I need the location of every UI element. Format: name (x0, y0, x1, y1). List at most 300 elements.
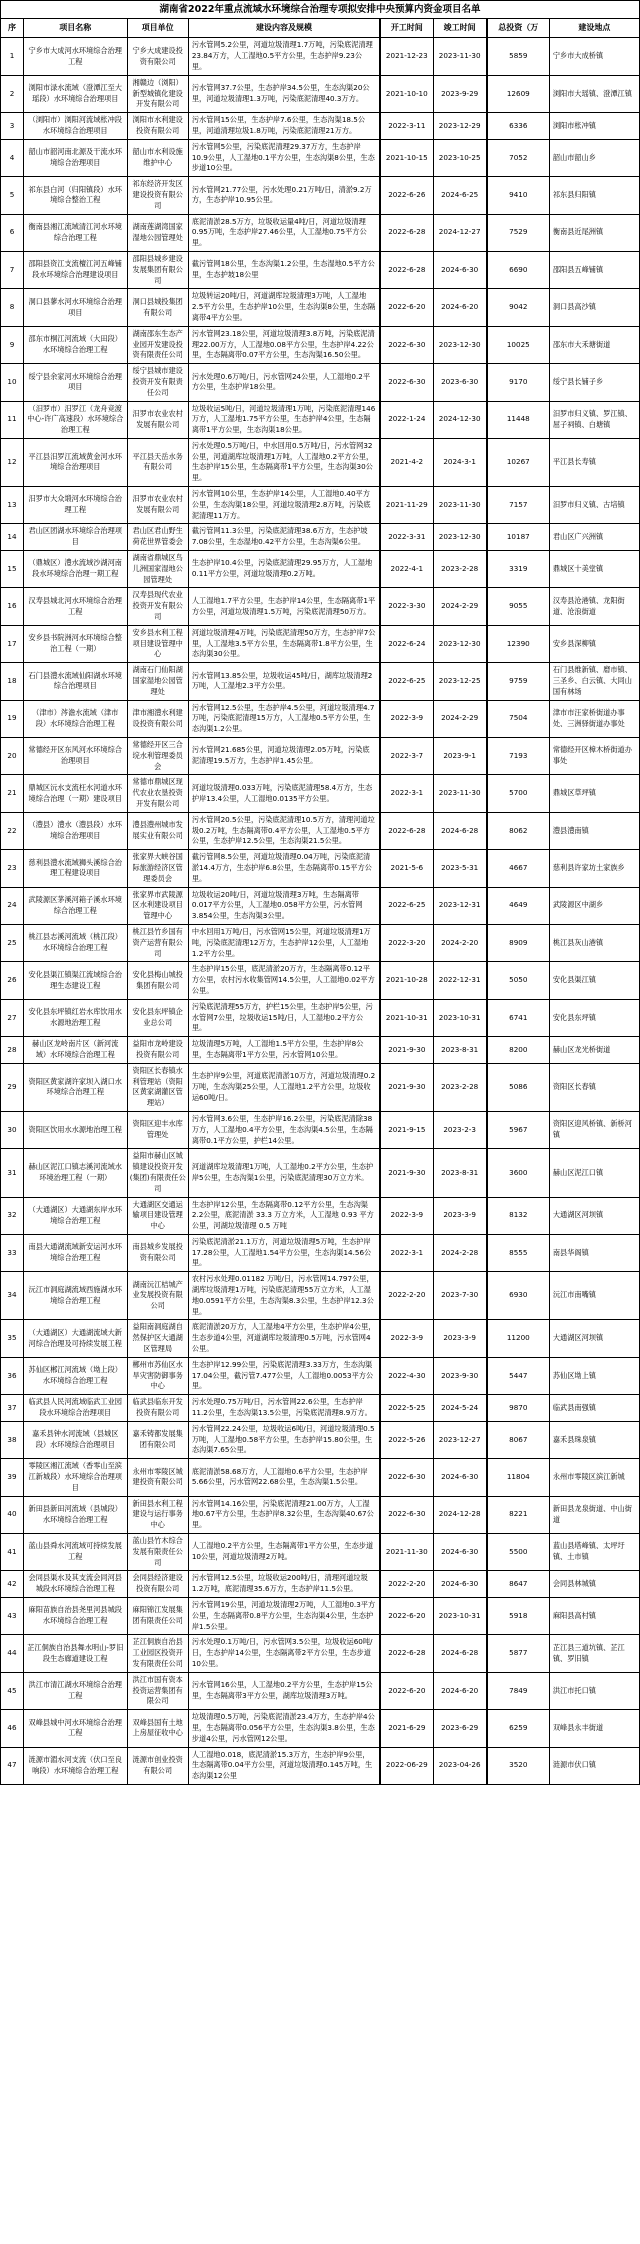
table-row (1, 1149, 640, 1197)
cell-start: 2022-5-26 (380, 1421, 433, 1458)
cell-invest: 7157 (487, 487, 550, 524)
cell-name: 鼎城区沅水支流枉水河道水环境综合治理（一期）建设项目 (24, 775, 128, 812)
cell-name: 资阳区饮用水水源地治理工程 (24, 1111, 128, 1148)
cell-start: 2021-9-30 (380, 1063, 433, 1111)
table-row (1, 1421, 640, 1458)
cell-invest: 3520 (487, 1747, 550, 1784)
cell-unit: 麻阳锦江发展集团有限责任公司 (127, 1598, 188, 1635)
cell-unit: 涟源市创业投资有限公司 (127, 1747, 188, 1784)
cell-end: 2023-8-31 (433, 1037, 487, 1064)
table-row (1, 999, 640, 1036)
cell-unit: 浏阳市水利建设投资有限公司 (127, 113, 188, 140)
cell-invest: 8062 (487, 812, 550, 849)
cell-loc: 麻阳县高村镇 (549, 1598, 639, 1635)
cell-start: 2022-3-9 (380, 1197, 433, 1234)
cell-content: 人工湿地0.018，底泥清淤15.3万方，生态护岸9公里，生态隔离带0.04平方公里，河道垃圾清理0.145万吨，生态沟渠12公里 (188, 1747, 380, 1784)
cell-end: 2024-6-28 (433, 812, 487, 849)
cell-content: 污水处理0.75万吨/日，污水管网22.6公里，生态护岸11.2公里，生态沟渠13.5公里，污染底泥清理8.9万方。 (188, 1395, 380, 1422)
cell-end: 2023-3-9 (433, 1320, 487, 1357)
cell-invest: 5859 (487, 38, 550, 75)
column-header-name: 项目名称 (24, 19, 128, 38)
table-row (1, 487, 640, 524)
cell-end: 2024-2-29 (433, 588, 487, 625)
cell-name: 嘉禾县钟水河流域（县城区段）水环境综合治理项目 (24, 1421, 128, 1458)
cell-unit: 津市湘澧水利建设投资有限公司 (127, 700, 188, 737)
cell-name: 洪江市清江湖水环境综合治理工程 (24, 1672, 128, 1709)
table-row (1, 1357, 640, 1394)
cell-end: 2023-10-31 (433, 999, 487, 1036)
cell-start: 2022-6-30 (380, 364, 433, 401)
column-header-loc: 建设地点 (549, 19, 639, 38)
table-row (1, 775, 640, 812)
cell-no: 23 (1, 850, 24, 887)
cell-invest: 8221 (487, 1496, 550, 1533)
cell-unit: 绥宁县城市建设投资开发有限责任公司 (127, 364, 188, 401)
cell-no: 7 (1, 251, 24, 288)
cell-invest: 9870 (487, 1395, 550, 1422)
cell-name: 安化县东坪镇红岩水库饮用水水源地治理工程 (24, 999, 128, 1036)
cell-invest: 5700 (487, 775, 550, 812)
cell-start: 2021-11-29 (380, 487, 433, 524)
cell-no: 40 (1, 1496, 24, 1533)
cell-no: 18 (1, 663, 24, 700)
cell-content: 污染底泥清淤21.1万方，河道垃圾清理5万吨，生态护岸17.28公里，人工湿地1.54平方公里，生态沟渠14.56公里。 (188, 1234, 380, 1271)
cell-start: 2021-5-6 (380, 850, 433, 887)
cell-start: 2022-6-25 (380, 887, 433, 924)
cell-no: 30 (1, 1111, 24, 1148)
column-header-content: 建设内容及规模 (188, 19, 380, 38)
cell-unit: 芷江侗族自治县工业园区投资开发有限责任公司 (127, 1635, 188, 1672)
cell-content: 垃圾收运5吨/日，河道垃圾清理1万吨，污染底泥清理146万方，人工湿地1.75平方公里，生态护岸4公里，生态隔离带1平方公里，生态沟渠18公里。 (188, 401, 380, 438)
cell-name: （鼎城区）澧水流域沙湖河南段水环境综合治理一期工程 (24, 551, 128, 588)
cell-loc: 绥宁县长铺子乡 (549, 364, 639, 401)
cell-loc: 桃江县灰山港镇 (549, 924, 639, 961)
cell-end: 2023-7-30 (433, 1272, 487, 1320)
table-row (1, 1534, 640, 1571)
table-row (1, 1459, 640, 1496)
cell-content: 垃圾清理5万吨，人工湿地1.5平方公里，生态护岸8公里，生态隔离带1平方公里，污水管网10公里。 (188, 1037, 380, 1064)
column-header-unit: 项目单位 (127, 19, 188, 38)
cell-start: 2022-4-30 (380, 1357, 433, 1394)
cell-name: 君山区团湖水环境综合治理项目 (24, 524, 128, 551)
cell-start: 2021-9-15 (380, 1111, 433, 1148)
cell-content: 污水管网10公里，生态护岸14公里，人工湿地0.40平方公里，生态沟渠18公里，河道垃圾清理2.8万吨，污染底泥清理11万方。 (188, 487, 380, 524)
cell-start: 2021-11-30 (380, 1534, 433, 1571)
cell-name: （津市）涔澹水流域（津市段）水环境综合治理工程 (24, 700, 128, 737)
cell-end: 2024-6-30 (433, 1459, 487, 1496)
cell-invest: 11448 (487, 401, 550, 438)
table-row (1, 113, 640, 140)
cell-unit: 洞口县城投集团有限公司 (127, 289, 188, 326)
cell-end: 2023-12-30 (433, 625, 487, 662)
cell-no: 37 (1, 1395, 24, 1422)
cell-unit: 益阳南洞庭湖自然保护区大通湖区管理局 (127, 1320, 188, 1357)
cell-unit: 蓝山县竹木综合发展有限责任公司 (127, 1534, 188, 1571)
cell-no: 28 (1, 1037, 24, 1064)
table-row (1, 1320, 640, 1357)
cell-start: 2022-6-26 (380, 177, 433, 214)
cell-end: 2024-6-25 (433, 177, 487, 214)
table-row (1, 551, 640, 588)
cell-no: 8 (1, 289, 24, 326)
cell-end: 2024-5-24 (433, 1395, 487, 1422)
cell-invest: 6259 (487, 1710, 550, 1747)
cell-start: 2022-06-29 (380, 1747, 433, 1784)
cell-loc: 安乡县深柳镇 (549, 625, 639, 662)
cell-name: 汨罗市大众塅河水环境综合治理工程 (24, 487, 128, 524)
cell-name: 绥宁县余家河水环境综合治理项目 (24, 364, 128, 401)
cell-content: 污水管网20.5公里，污染底泥清理10.5万方，清理河道垃圾0.2万吨，生态隔离带0.4平方公里，人工湿地0.5平方公里，生态护岸12.5公里，生态沟渠21.5公里。 (188, 812, 380, 849)
table-row (1, 588, 640, 625)
table-row (1, 251, 640, 288)
table-row (1, 625, 640, 662)
page-title: 湖南省2022年重点流域水环境综合治理专项拟安排中央预算内资金项目名单 (1, 1, 640, 19)
cell-loc: 平江县长寿镇 (549, 438, 639, 486)
cell-unit: 益阳市龙岭建设投资有限公司 (127, 1037, 188, 1064)
cell-loc: 蓝山县塔峰镇、太坪圩镇、土市镇 (549, 1534, 639, 1571)
cell-loc: 浏阳市枨冲镇 (549, 113, 639, 140)
cell-unit: 安化县梅山城投集团有限公司 (127, 962, 188, 999)
cell-invest: 6930 (487, 1272, 550, 1320)
cell-unit: 宁乡大成建设投资有限公司 (127, 38, 188, 75)
cell-content: 污水管网21.685公里，河道垃圾清理2.05万吨，污染底泥清理19.5万方，生态护岸1.45公里。 (188, 738, 380, 775)
cell-invest: 5967 (487, 1111, 550, 1148)
table-row (1, 812, 640, 849)
cell-name: 芷江侗族自治县舞水明山-罗旧段生态廊道建设工程 (24, 1635, 128, 1672)
cell-start: 2022-4-1 (380, 551, 433, 588)
table-row (1, 438, 640, 486)
cell-start: 2021-12-23 (380, 38, 433, 75)
cell-start: 2022-3-1 (380, 775, 433, 812)
cell-invest: 12390 (487, 625, 550, 662)
cell-no: 22 (1, 812, 24, 849)
cell-start: 2021-10-31 (380, 999, 433, 1036)
cell-content: 人工湿地1.7平方公里，生态护岸14公里，生态隔离带1平方公里，河道垃圾清理1.5万吨，污染底泥清理50万方。 (188, 588, 380, 625)
cell-content: 生态护岸12公里，生态隔离带0.12平方公里，生态沟渠2.2公里，底泥清淤 33.3 万立方米，人工湿地 0.93 平方公里，河湖垃圾清理 0.5 万吨 (188, 1197, 380, 1234)
cell-name: （澧县）澧水（澧县段）水环境综合治理项目 (24, 812, 128, 849)
table-row (1, 962, 640, 999)
cell-start: 2021-10-15 (380, 139, 433, 176)
cell-unit: 会同县经济建设投资有限公司 (127, 1571, 188, 1598)
cell-unit: 常德市鼎城区现代农业农垦投资开发有限公司 (127, 775, 188, 812)
cell-no: 32 (1, 1197, 24, 1234)
cell-content: 河道垃圾清理0.033万吨，污染底泥清理58.4万方，生态护岸13.4公里，人工湿地0.0135平方公里。 (188, 775, 380, 812)
cell-unit: 常德经开区三合垸水利管理委员会 (127, 738, 188, 775)
cell-end: 2024-6-28 (433, 1635, 487, 1672)
cell-loc: 浏阳市大瑶镇、澄潭江镇 (549, 75, 639, 112)
table-row (1, 214, 640, 251)
cell-content: 污水处理0.1万吨/日，污水管网3.5公里，垃圾收运60吨/日，生态护岸14公里，生态隔离带2平方公里，生态步道10公里。 (188, 1635, 380, 1672)
cell-unit: 湖南莲湖湾国家湿地公园管理处 (127, 214, 188, 251)
column-header-start: 开工时间 (380, 19, 433, 38)
cell-start: 2022-3-30 (380, 588, 433, 625)
cell-name: 安化县渠江镇渠江流域综合治理生态建设工程 (24, 962, 128, 999)
cell-content: 污水处理0.5万吨/日，中水回用0.5万吨/日，污水管网32公里，河道湖库垃圾清理1万吨，人工湿地0.2平方公里，生态护岸15公里，生态隔离带1平方公里，生态沟渠30公里。 (188, 438, 380, 486)
cell-unit: 汉寿县现代农业投资开发有限公司 (127, 588, 188, 625)
table-row (1, 177, 640, 214)
cell-end: 2023-12-27 (433, 1421, 487, 1458)
cell-content: 污水管网21.77公里，污水处理0.21万吨/日，清淤9.2万方，生态护岸10.95公里。 (188, 177, 380, 214)
table-row (1, 1496, 640, 1533)
table-row (1, 1598, 640, 1635)
table-row (1, 1063, 640, 1111)
cell-no: 2 (1, 75, 24, 112)
cell-unit: 郴州市苏仙区水旱灾害防御事务中心 (127, 1357, 188, 1394)
cell-invest: 9170 (487, 364, 550, 401)
cell-end: 2023-3-9 (433, 1197, 487, 1234)
cell-start: 2022-6-30 (380, 326, 433, 363)
cell-no: 14 (1, 524, 24, 551)
cell-start: 2022-6-28 (380, 1635, 433, 1672)
table-row (1, 700, 640, 737)
cell-no: 11 (1, 401, 24, 438)
cell-loc: 汨罗市归义镇、古培镇 (549, 487, 639, 524)
cell-unit: 君山区君山野生荷花世界管委会 (127, 524, 188, 551)
cell-unit: 资阳区长春镇水利管理站（资阳区黄家湖灌区管理站） (127, 1063, 188, 1111)
cell-invest: 5086 (487, 1063, 550, 1111)
cell-no: 4 (1, 139, 24, 176)
cell-content: 底泥清淤28.5万方，垃圾收运量4吨/日，河道垃圾清理0.95万吨，生态护岸27.46公里，人工湿地0.75平方公里。 (188, 214, 380, 251)
cell-invest: 7504 (487, 700, 550, 737)
cell-content: 污水管网37.7公里，生态护岸34.5公里，生态沟渠20公里，河道垃圾清理1.3万吨，污染底泥清理40.3万方。 (188, 75, 380, 112)
cell-loc: 涟源市伏口镇 (549, 1747, 639, 1784)
cell-name: （汨罗市）汨罗江（龙舟竞渡中心-许广高速段）水环境综合治理工程 (24, 401, 128, 438)
cell-loc: 常德经开区樟木桥街道办事处 (549, 738, 639, 775)
table-row (1, 1234, 640, 1271)
cell-name: 赫山区龙岭南片区（新河流域）水环境综合治理工程 (24, 1037, 128, 1064)
cell-unit: 临武县临东开发投资有限公司 (127, 1395, 188, 1422)
cell-content: 生态护岸9公里，河道底泥清淤10万方，河道垃圾清理0.2万吨，生态沟渠25公里，人工湿地1.2平方公里，垃圾收运60吨/日。 (188, 1063, 380, 1111)
cell-invest: 5918 (487, 1598, 550, 1635)
cell-unit: 永州市零陵区城建投资有限公司 (127, 1459, 188, 1496)
cell-invest: 11200 (487, 1320, 550, 1357)
cell-no: 26 (1, 962, 24, 999)
cell-end: 2023-11-30 (433, 38, 487, 75)
cell-invest: 9055 (487, 588, 550, 625)
cell-end: 2023-9-1 (433, 738, 487, 775)
cell-end: 2024-6-30 (433, 251, 487, 288)
cell-no: 45 (1, 1672, 24, 1709)
cell-start: 2021-9-30 (380, 1149, 433, 1197)
cell-no: 15 (1, 551, 24, 588)
cell-end: 2023-9-30 (433, 1357, 487, 1394)
cell-unit: 双峰县国有土地上房屋征收中心 (127, 1710, 188, 1747)
cell-no: 41 (1, 1534, 24, 1571)
cell-unit: 洪江市国有资本投资运营集团有限公司 (127, 1672, 188, 1709)
cell-content: 农村污水处理0.01182 万吨/日，污水管网14.797公里，湖库垃圾清理1万吨，污染底泥清理55万立方米，人工湿地0.0591平方公里，生态沟渠8.3公里，生态护岸12.3公里。 (188, 1272, 380, 1320)
cell-start: 2021-9-30 (380, 1037, 433, 1064)
cell-loc: 安化县东坪镇 (549, 999, 639, 1036)
cell-content: 生态护岸12.99公里，污染底泥清理3.33万方，生态沟渠17.04公里，截污管7.477公里，人工湿地0.0053平方公里。 (188, 1357, 380, 1394)
cell-no: 9 (1, 326, 24, 363)
cell-invest: 10025 (487, 326, 550, 363)
cell-no: 10 (1, 364, 24, 401)
cell-loc: 汨罗市归义镇、罗江镇、屈子祠镇、白塘镇 (549, 401, 639, 438)
cell-loc: 芷江县三道坑镇、芷江镇、罗旧镇 (549, 1635, 639, 1672)
cell-unit: 祁东经济开发区建设投资有限公司 (127, 177, 188, 214)
table-row (1, 1395, 640, 1422)
cell-content: 污水管网22.24公里，垃圾收运6吨/日，河道垃圾清理0.5万吨，人工湿地0.58平方公里，生态护岸15.80公里，生态沟渠7.65公里。 (188, 1421, 380, 1458)
cell-end: 2023-2-3 (433, 1111, 487, 1148)
cell-no: 13 (1, 487, 24, 524)
cell-unit: 安化县东坪镇企业总公司 (127, 999, 188, 1036)
cell-loc: 苏仙区坳上镇 (549, 1357, 639, 1394)
cell-loc: 大通湖区河坝镇 (549, 1197, 639, 1234)
cell-loc: 安化县渠江镇 (549, 962, 639, 999)
cell-unit: 大通湖区交通运输项目建设管理中心 (127, 1197, 188, 1234)
cell-no: 27 (1, 999, 24, 1036)
cell-loc: 洞口县高沙镇 (549, 289, 639, 326)
cell-name: （大通湖区）大通湖流域大新河综合治理及可持续发展工程 (24, 1320, 128, 1357)
cell-start: 2022-6-20 (380, 1598, 433, 1635)
cell-loc: 君山区广兴洲镇 (549, 524, 639, 551)
cell-content: 污水管网12.5公里，生态护岸4.5公里，河道垃圾清理4.7万吨，污染底泥清理15万方，人工湿地0.5平方公里，生态沟渠1.2公里。 (188, 700, 380, 737)
table-row (1, 663, 640, 700)
table-row (1, 1111, 640, 1148)
cell-name: 慈利县澧水流域狮头溪综合治理工程建设项目 (24, 850, 128, 887)
cell-name: 蓝山县舜水河流域可持续发展工程 (24, 1534, 128, 1571)
cell-content: 中水回用1万吨/日，污水管网15公里，河道垃圾清理1万吨，污染底泥清理12万方，生态护岸12公里，人工湿地1.2平方公里。 (188, 924, 380, 961)
cell-invest: 9759 (487, 663, 550, 700)
cell-no: 16 (1, 588, 24, 625)
cell-no: 5 (1, 177, 24, 214)
table-row (1, 738, 640, 775)
cell-loc: 澧县澧南镇 (549, 812, 639, 849)
cell-invest: 10187 (487, 524, 550, 551)
cell-end: 2024-2-28 (433, 1234, 487, 1271)
cell-loc: 邵东市大禾塘街道 (549, 326, 639, 363)
cell-start: 2022-6-20 (380, 289, 433, 326)
cell-name: （大通湖区）大通湖东岸水环境综合治理工程 (24, 1197, 128, 1234)
table-row (1, 850, 640, 887)
cell-no: 42 (1, 1571, 24, 1598)
cell-loc: 会同县林城镇 (549, 1571, 639, 1598)
cell-name: 洞口县蓼水河水环境综合治理项目 (24, 289, 128, 326)
cell-name: 汉寿县城北河水环境综合治理工程 (24, 588, 128, 625)
cell-unit: 张家界市武陵源区水利建设项目管理中心 (127, 887, 188, 924)
table-row (1, 1672, 640, 1709)
cell-end: 2023-5-31 (433, 850, 487, 887)
cell-name: 资阳区黄家湖许家坝入湖口水环境综合治理工程 (24, 1063, 128, 1111)
cell-unit: 澧县澧州城市发展实业有限公司 (127, 812, 188, 849)
cell-loc: 韶山市韶山乡 (549, 139, 639, 176)
cell-no: 46 (1, 1710, 24, 1747)
cell-name: 苏仙区郴江河流域（坳上段）水环境综合治理工程 (24, 1357, 128, 1394)
column-header-no: 序 (1, 19, 24, 38)
cell-content: 污水管网23.18公里，河道垃圾清理3.8万吨，污染底泥清理22.00万方，人工湿地0.08平方公里，生态护岸4.22公里，生态隔离带0.07平方公里，生态沟渠16.50公里。 (188, 326, 380, 363)
cell-name: 涟源市湄水河支流（伏口至良响段）水环境综合治理工程 (24, 1747, 128, 1784)
cell-unit: 桃江县竹乡国有资产运营有限公司 (127, 924, 188, 961)
cell-content: 底泥清淤58.68万方，人工湿地0.6平方公里，生态护岸5.66公里，污水管网22.68公里，生态沟渠1.5公里。 (188, 1459, 380, 1496)
table-row (1, 1037, 640, 1064)
cell-loc: 临武县南强镇 (549, 1395, 639, 1422)
cell-no: 39 (1, 1459, 24, 1496)
cell-name: （浏阳市）浏阳河流域枨冲段水环境综合治理项目 (24, 113, 128, 140)
cell-no: 36 (1, 1357, 24, 1394)
cell-invest: 5877 (487, 1635, 550, 1672)
cell-invest: 12609 (487, 75, 550, 112)
cell-invest: 3600 (487, 1149, 550, 1197)
cell-invest: 5050 (487, 962, 550, 999)
cell-name: 武陵源区茅溪河箱子溪水环境综合治理工程 (24, 887, 128, 924)
cell-name: 邵东市桐江河流域（大田段）水环境综合治理工程 (24, 326, 128, 363)
table-row (1, 326, 640, 363)
cell-no: 3 (1, 113, 24, 140)
cell-loc: 祁东县归阳镇 (549, 177, 639, 214)
table-row (1, 1272, 640, 1320)
cell-unit: 汨罗市农业农村发展有限公司 (127, 487, 188, 524)
cell-name: 零陵区湘江流域（香零山至滨江新城段）水环境综合治理项目 (24, 1459, 128, 1496)
table-row (1, 1710, 640, 1747)
cell-start: 2022-6-30 (380, 1496, 433, 1533)
cell-unit: 南县城乡发展投资有限公司 (127, 1234, 188, 1271)
cell-start: 2022-3-9 (380, 1320, 433, 1357)
cell-invest: 6741 (487, 999, 550, 1036)
cell-name: 安乡县书院洲河水环境综合整治工程（一期） (24, 625, 128, 662)
cell-name: 麻阳苗族自治县尧里河县城段水环境综合治理工程 (24, 1598, 128, 1635)
cell-loc: 津市市汪家桥街道办事处、三洲驿街道办事处 (549, 700, 639, 737)
cell-end: 2023-2-28 (433, 551, 487, 588)
cell-start: 2022-3-1 (380, 1234, 433, 1271)
cell-name: 石门县澧水流域仙阳湖水环境综合治理项目 (24, 663, 128, 700)
cell-content: 河道垃圾清理4万吨，污染底泥清理50万方，生态护岸7公里，人工湿地3.5平方公里，生态隔离带1.8平方公里，生态沟渠30公里。 (188, 625, 380, 662)
cell-start: 2022-6-25 (380, 663, 433, 700)
cell-content: 污水管网5公里，污染底泥清理29.37万方，生态护岸10.9公里，人工湿地0.1平方公里，生态沟渠8公里，生态步道10公里。 (188, 139, 380, 176)
cell-start: 2022-6-28 (380, 251, 433, 288)
cell-start: 2022-3-11 (380, 113, 433, 140)
cell-name: 衡南县湘江流域清江河水环境综合治理工程 (24, 214, 128, 251)
cell-invest: 5500 (487, 1534, 550, 1571)
cell-content: 污水管网5.2公里，河道垃圾清理1.7万吨，污染底泥清理23.84万方，人工湿地0.5平方公里，生态护岸9.23公里。 (188, 38, 380, 75)
cell-unit: 湖南石门仙阳湖国家湿地公园管理处 (127, 663, 188, 700)
table-row (1, 1747, 640, 1784)
cell-invest: 5447 (487, 1357, 550, 1394)
cell-invest: 9410 (487, 177, 550, 214)
cell-loc: 洪江市托口镇 (549, 1672, 639, 1709)
cell-name: 沅江市洞庭湖流域西施湖水环境综合治理工程 (24, 1272, 128, 1320)
table-row (1, 924, 640, 961)
cell-start: 2022-1-24 (380, 401, 433, 438)
cell-end: 2023-12-29 (433, 113, 487, 140)
table-row (1, 401, 640, 438)
cell-start: 2022-6-24 (380, 625, 433, 662)
cell-end: 2023-10-31 (433, 1598, 487, 1635)
cell-start: 2022-2-20 (380, 1571, 433, 1598)
cell-content: 垃圾收运20吨/日，河道垃圾清理3万吨，生态隔离带0.017平方公里，人工湿地0.058平方公里，污水管网3.854公里，生态沟渠3公里。 (188, 887, 380, 924)
cell-unit: 平江县天岳水务有限公司 (127, 438, 188, 486)
cell-start: 2022-2-20 (380, 1272, 433, 1320)
table-row (1, 524, 640, 551)
cell-name: 浏阳市渌水流域（澄潭江至大瑶段）水环境综合治理项目 (24, 75, 128, 112)
cell-loc: 南县华阁镇 (549, 1234, 639, 1271)
cell-end: 2023-6-30 (433, 364, 487, 401)
cell-no: 34 (1, 1272, 24, 1320)
cell-end: 2024-12-27 (433, 214, 487, 251)
cell-invest: 8200 (487, 1037, 550, 1064)
cell-end: 2023-11-30 (433, 775, 487, 812)
table-row (1, 139, 640, 176)
cell-end: 2023-8-31 (433, 1149, 487, 1197)
cell-unit: 邵阳县城乡建设发展集团有限公司 (127, 251, 188, 288)
cell-unit: 汨罗市农业农村发展有限公司 (127, 401, 188, 438)
cell-name: 韶山市韶河南北源及干流水环境综合治理项目 (24, 139, 128, 176)
cell-loc: 汉寿县沧港镇、龙阳街道、沧浪街道 (549, 588, 639, 625)
cell-loc: 赫山区龙光桥街道 (549, 1037, 639, 1064)
cell-no: 47 (1, 1747, 24, 1784)
cell-unit: 嘉禾铸都发展集团有限公司 (127, 1421, 188, 1458)
column-header-end: 竣工时间 (433, 19, 487, 38)
cell-invest: 8909 (487, 924, 550, 961)
